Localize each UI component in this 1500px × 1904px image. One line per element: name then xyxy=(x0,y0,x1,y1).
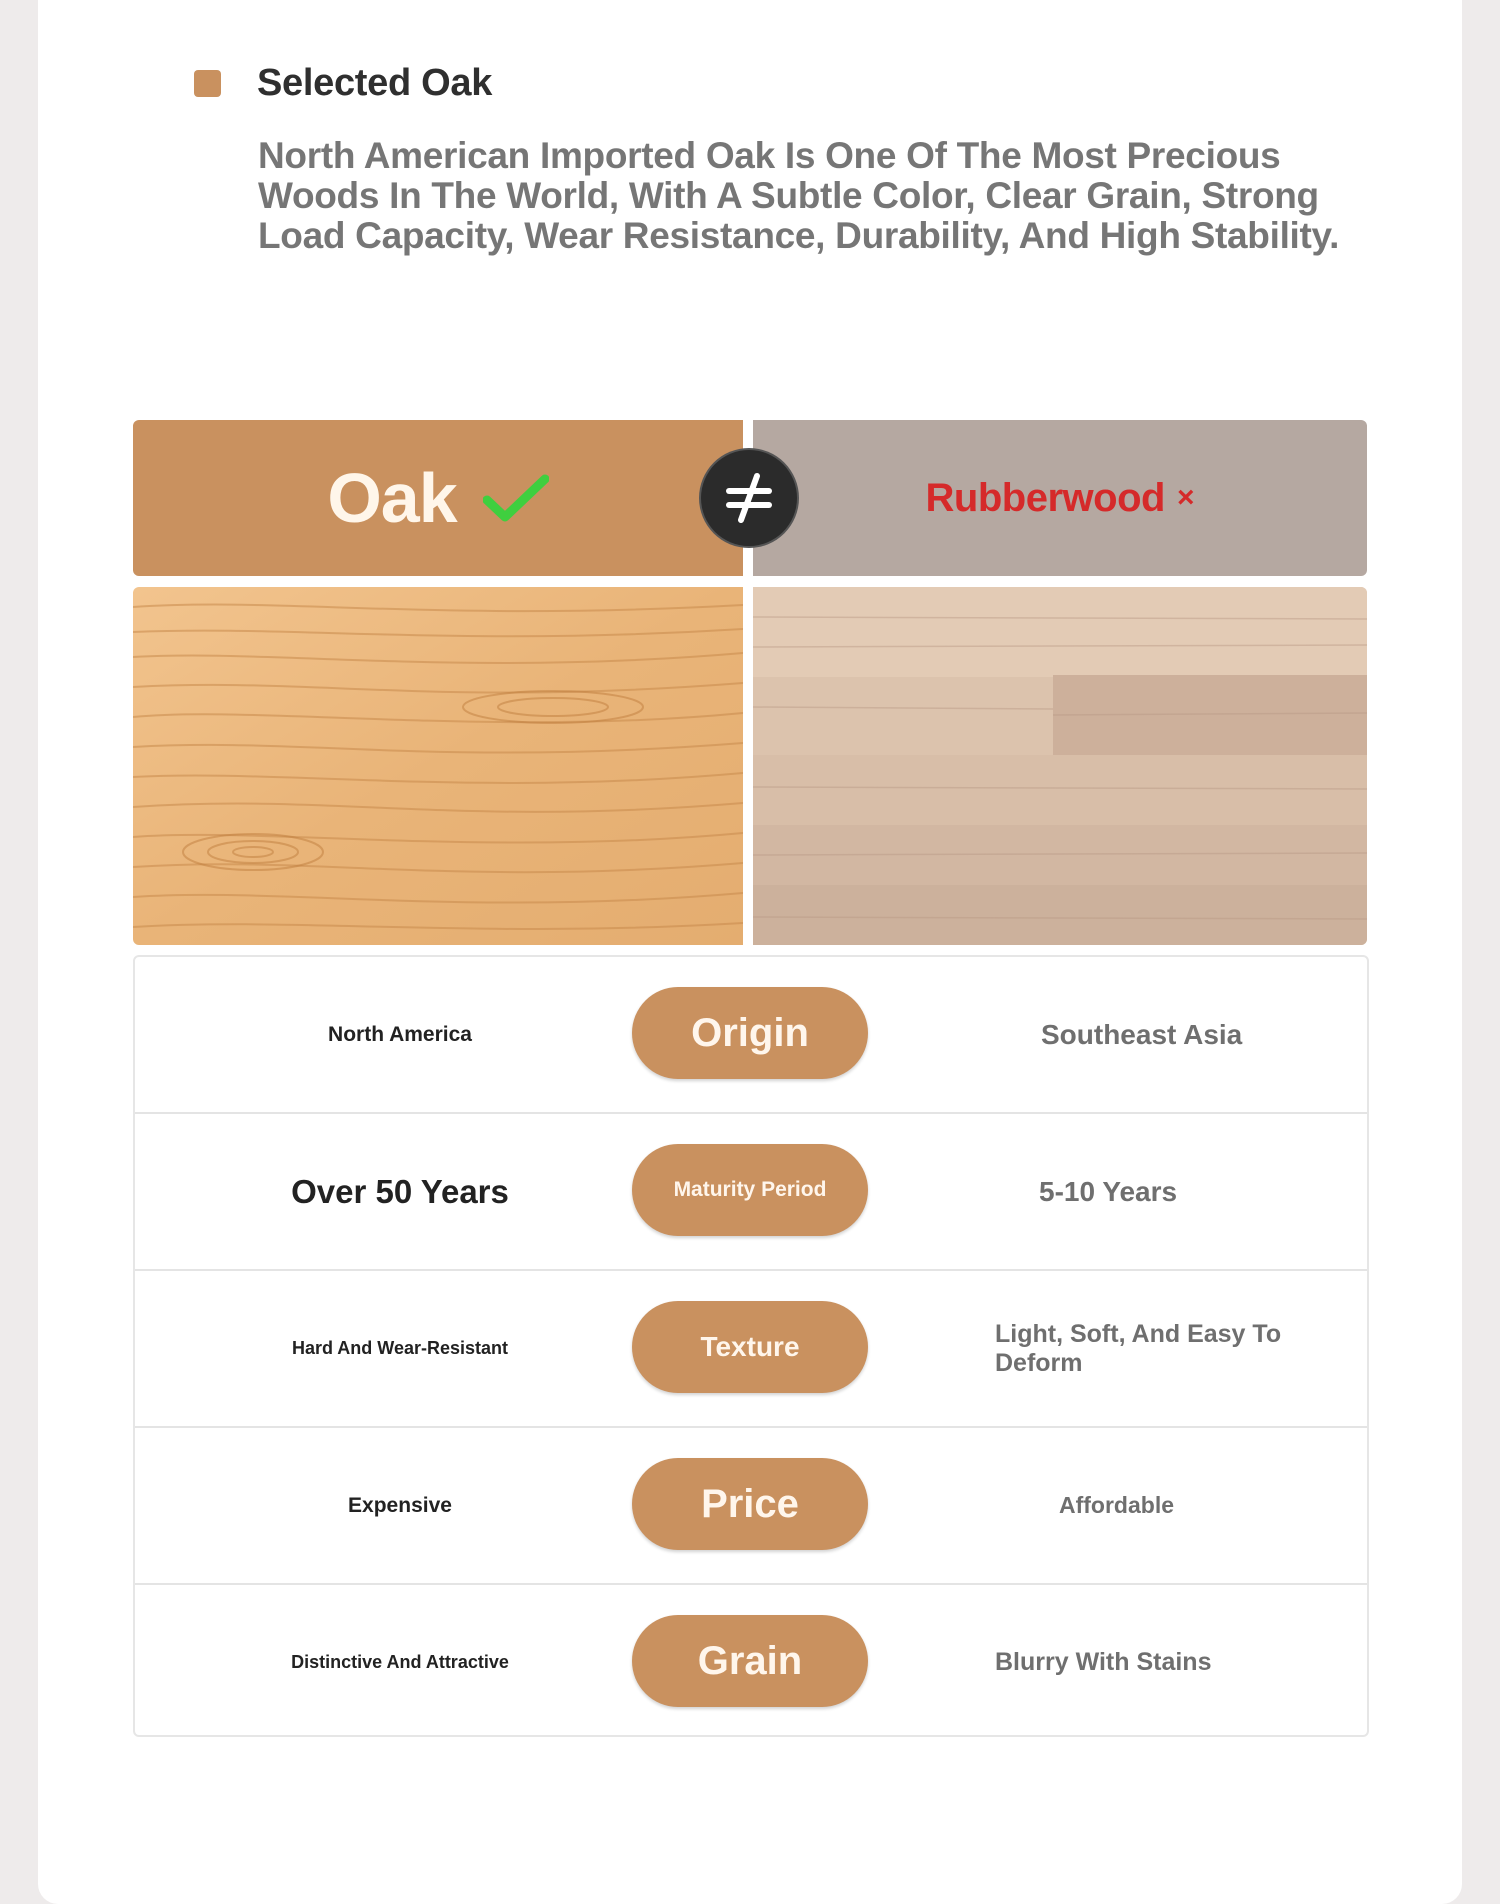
rubberwood-grain-image xyxy=(753,587,1367,945)
oak-maturity-value: Over 50 Years xyxy=(291,1172,509,1210)
intro-paragraph xyxy=(258,136,1368,256)
not-equal-badge xyxy=(701,450,797,546)
table-row xyxy=(135,1428,1367,1585)
table-row xyxy=(135,1271,1367,1428)
oak-texture-value: Hard And Wear-Resistant xyxy=(291,1338,509,1358)
oak-origin-value: North America xyxy=(328,1022,472,1046)
oak-price-value: Expensive xyxy=(348,1493,452,1517)
comparison-table xyxy=(133,955,1369,1737)
rubberwood-header xyxy=(753,420,1367,576)
texture-label-pill: Texture xyxy=(632,1301,868,1393)
section-heading xyxy=(194,62,492,105)
price-label-pill: Price xyxy=(632,1458,868,1550)
intro-line: North American Imported Oak Is One Of The Most Precious xyxy=(258,135,1281,176)
table-row xyxy=(135,1585,1367,1740)
maturity-period-label-pill: Maturity Period xyxy=(632,1144,868,1236)
table-row xyxy=(135,1114,1367,1271)
oak-grain-value: Distinctive And Attractive xyxy=(291,1652,509,1672)
rubberwood-title: Rubberwood xyxy=(925,475,1165,520)
rubberwood-origin-value: Southeast Asia xyxy=(1041,1018,1243,1050)
section-title: Selected Oak xyxy=(257,62,493,104)
oak-title: Oak xyxy=(327,459,457,537)
grain-label-pill: Grain xyxy=(632,1615,868,1707)
intro-line: Woods In The World, With A Subtle Color, Clear Grain, Strong xyxy=(258,175,1319,216)
intro-line: Load Capacity, Wear Resistance, Durability, And High Stability. xyxy=(258,215,1340,256)
rubberwood-maturity-value: 5-10 Years xyxy=(1039,1175,1178,1207)
rubberwood-grain-value: Blurry With Stains xyxy=(995,1648,1212,1676)
oak-header xyxy=(133,420,743,576)
not-equal-icon xyxy=(723,472,775,524)
origin-label-pill: Origin xyxy=(632,987,868,1079)
table-row xyxy=(135,957,1367,1114)
cross-icon: × xyxy=(1176,481,1195,514)
heading-bullet-icon xyxy=(194,70,221,97)
check-icon xyxy=(483,473,549,523)
comparison-header xyxy=(133,420,1367,576)
oak-grain-image xyxy=(133,587,743,945)
rubberwood-texture-value: Light, Soft, And Easy To Deform xyxy=(995,1319,1282,1377)
rubberwood-price-value: Affordable xyxy=(1059,1492,1174,1518)
